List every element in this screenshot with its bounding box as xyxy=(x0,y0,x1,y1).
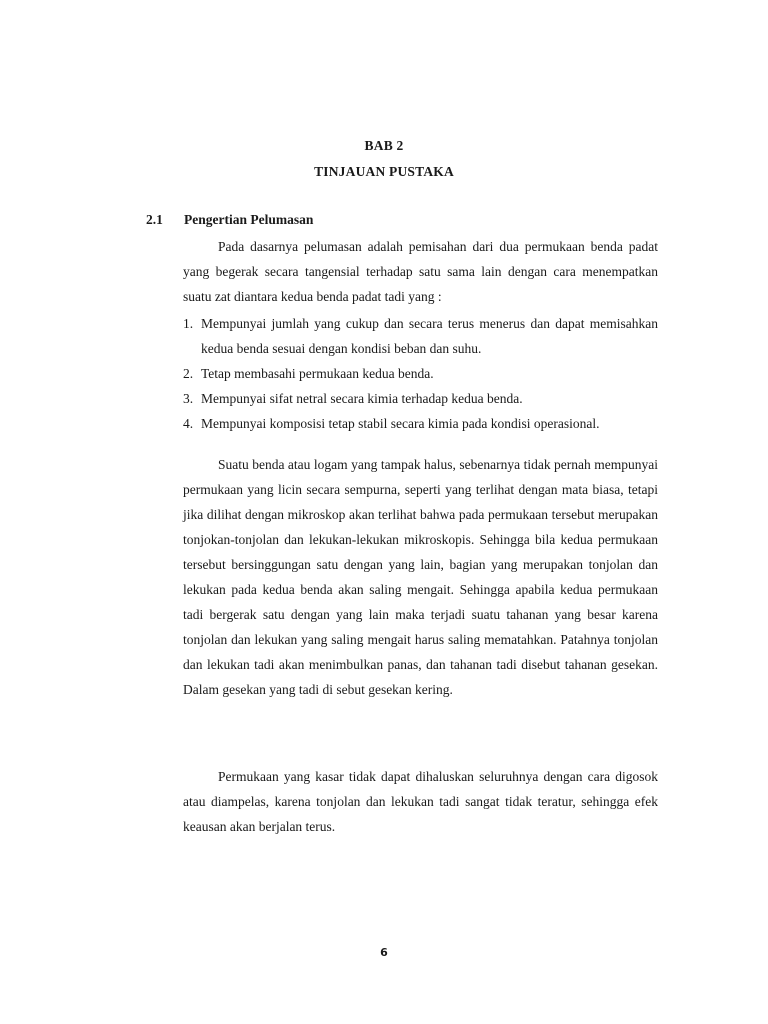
list-item-number: 1. xyxy=(183,316,194,331)
list-item-number: 2. xyxy=(183,366,194,381)
list-item xyxy=(183,411,658,436)
section-title: Pengertian Pelumasan xyxy=(184,212,314,227)
list-item-number: 4. xyxy=(183,416,194,431)
paragraph-1: Pada dasarnya pelumasan adalah pemisahan dari dua permukaan benda padat yang begerak secara tangensial terhadap satu sama lain dengan cara menempatkan suatu zat diantara kedua benda padat tadi yang : xyxy=(183,239,658,304)
list-item xyxy=(183,386,658,411)
list-item-text: Tetap membasahi permukaan kedua benda. xyxy=(201,366,434,381)
requirements-list xyxy=(183,311,658,436)
list-item-text: Mempunyai sifat netral secara kimia terhadap kedua benda. xyxy=(201,391,523,406)
chapter-label: BAB 2 xyxy=(364,138,404,153)
list-item-text: Mempunyai jumlah yang cukup dan secara terus menerus dan dapat memisahkan kedua benda sesuai dengan kondisi beban dan suhu. xyxy=(201,316,658,356)
paragraph-3: Permukaan yang kasar tidak dapat dihaluskan seluruhnya dengan cara digosok atau diampelas, karena tonjolan dan lekukan tadi sangat tidak teratur, sehingga efek keausan akan berjalan terus. xyxy=(183,769,658,834)
page-number: 6 xyxy=(380,946,388,959)
section-number: 2.1 xyxy=(146,212,163,227)
list-item-number: 3. xyxy=(183,391,194,406)
paragraph-2: Suatu benda atau logam yang tampak halus, sebenarnya tidak pernah mempunyai permukaan yang licin secara sempurna, seperti yang terlihat dengan mata biasa, tetapi jika dilihat dengan mikroskop akan terlihat bahwa pada permukaan tersebut merupakan tonjokan-tonjolan dan lekukan-lekukan mikroskopis. Sehingga bila kedua permukaan tersebut bersinggungan satu dengan yang lain, bagian yang merupakan tonjolan dan lekukan pada kedua benda akan saling mengait. Sehingga apabila kedua permukaan tadi bergerak satu dengan yang lain maka terjadi suatu tahanan yang besar karena tonjolan dan lekukan yang saling mengait harus saling mematahkan. Patahnya tonjolan dan lekukan tadi akan menimbulkan panas, dan tahanan tadi disebut tahanan gesekan. Dalam gesekan yang tadi di sebut gesekan kering. xyxy=(183,457,658,697)
list-item-text: Mempunyai komposisi tetap stabil secara kimia pada kondisi operasional. xyxy=(201,416,600,431)
section-heading xyxy=(146,212,313,228)
list-item xyxy=(183,311,658,361)
chapter-title: TINJAUAN PUSTAKA xyxy=(314,164,454,179)
list-item xyxy=(183,361,658,386)
